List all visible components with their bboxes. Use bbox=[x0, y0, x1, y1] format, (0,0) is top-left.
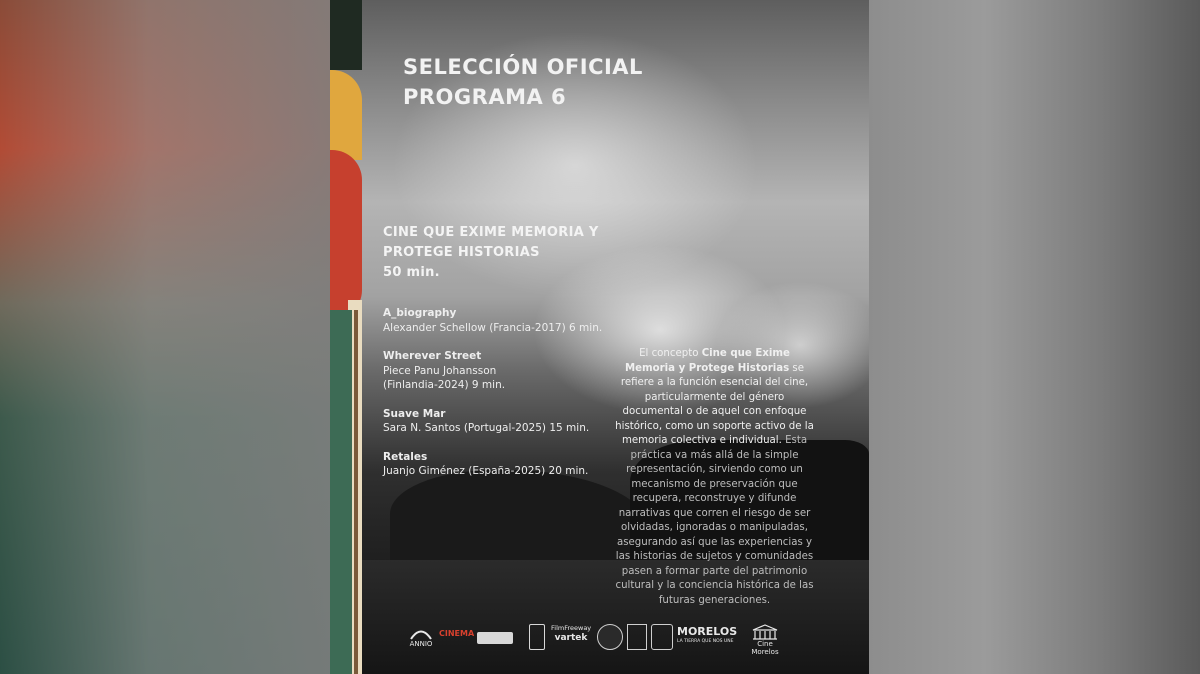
background-right-blur bbox=[869, 0, 1200, 674]
decor-stripe-black bbox=[330, 0, 362, 70]
film-title: Wherever Street bbox=[383, 350, 482, 362]
description-intro: El concepto bbox=[639, 348, 702, 359]
program-heading bbox=[383, 223, 599, 283]
film-info: Sara N. Santos (Portugal-2025) 15 min. bbox=[383, 422, 590, 434]
annio-label: ANNIO bbox=[409, 640, 433, 648]
vartek-label: vartek bbox=[554, 633, 588, 643]
film-info: Piece Panu Johansson (Finlandia-2024) 9 min. bbox=[383, 364, 506, 391]
cinema-logo bbox=[439, 630, 473, 638]
morelos-label: MORELOS bbox=[677, 625, 738, 638]
filmfreeway-vartek-logo bbox=[551, 624, 591, 642]
program-line-2: PROTEGE HISTORIAS bbox=[383, 245, 540, 260]
background-left-blur bbox=[0, 0, 330, 674]
poster bbox=[330, 0, 869, 674]
cine-building-icon bbox=[752, 624, 778, 640]
festival-logo bbox=[477, 632, 513, 644]
round-emblem-logo bbox=[597, 624, 623, 650]
film-item bbox=[383, 306, 623, 335]
program-description bbox=[613, 347, 816, 608]
decor-stripe-red bbox=[330, 150, 362, 320]
sponsor-logos bbox=[405, 620, 795, 660]
morelos-crest-icon bbox=[651, 624, 673, 650]
film-item bbox=[383, 349, 623, 393]
title-line-1: SELECCIÓN OFICIAL bbox=[403, 55, 643, 79]
program-duration: 50 min. bbox=[383, 265, 440, 280]
cinema-label: CINEMA bbox=[439, 629, 475, 638]
decor-stripe-brown bbox=[354, 310, 358, 674]
film-title: A_biography bbox=[383, 307, 457, 319]
description-highlight: Cine que Exime Memoria y Protege Historias bbox=[624, 348, 790, 374]
film-list bbox=[383, 306, 623, 493]
coat-of-arms-logo bbox=[627, 624, 647, 650]
cine-morelos-logo bbox=[745, 624, 785, 656]
film-item bbox=[383, 450, 623, 479]
film-info: Alexander Schellow (Francia-2017) 6 min. bbox=[383, 321, 603, 334]
decor-stripe-yellow bbox=[330, 70, 362, 160]
title-line-2: PROGRAMA 6 bbox=[403, 85, 567, 109]
film-title: Suave Mar bbox=[383, 407, 446, 420]
program-line-1: CINE QUE EXIME MEMORIA Y bbox=[383, 225, 599, 240]
morelos-tagline: LA TIERRA QUE NOS UNE bbox=[677, 639, 734, 644]
annio-mark-icon bbox=[410, 628, 432, 640]
decor-stripe-green bbox=[330, 310, 352, 674]
film-title: Retales bbox=[383, 450, 428, 463]
cine-morelos-label: Cine Morelos bbox=[751, 640, 779, 656]
poster-title bbox=[403, 52, 643, 112]
film-item bbox=[383, 407, 623, 436]
film-info: Juanjo Giménez (España-2025) 20 min. bbox=[383, 465, 589, 477]
description-part-2: Esta práctica va más allá de la simple representación, sirviendo como un mecanismo de preservación que recupera, reconstruye y difunde narrativas que corren el riesgo de ser olvidadas, ignoradas o manipuladas, asegurando así que las experiencias y las historias de sujetos y comunidades pasen a formar parte del patrimonio cultural y la conciencia histórica de las futuras generaciones. bbox=[615, 435, 814, 606]
shield-logo bbox=[529, 624, 545, 650]
filmfreeway-label: FilmFreeway bbox=[551, 624, 592, 632]
annio-logo bbox=[405, 628, 437, 648]
description-part-1: se refiere a la función esencial del cine, particularmente del género documental o de aquel con enfoque histórico, como un soporte activo de la memoria colectiva e individual. bbox=[615, 362, 814, 446]
